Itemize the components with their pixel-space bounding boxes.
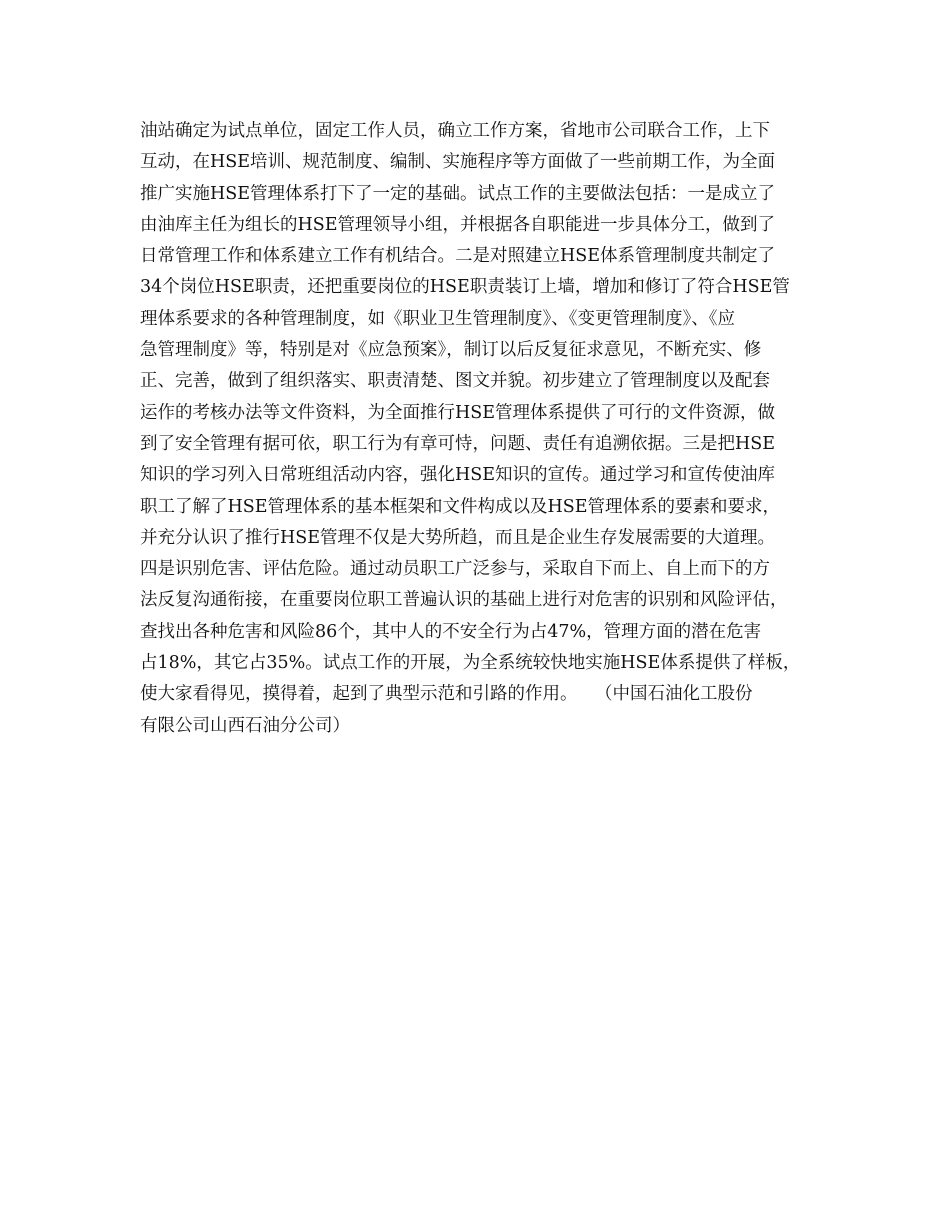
text-line-12: 知识的学习列入日常班组活动内容，强化HSE知识的宣传。通过学习和宣传使油库 xyxy=(140,465,776,486)
text-line-11: 到了安全管理有据可依，职工行为有章可恃，问题、责任有追溯依据。三是把HSE xyxy=(140,433,776,454)
text-line-6: 34个岗位HSE职责，还把重要岗位的HSE职责装订上墙，增加和修订了符合HSE管 xyxy=(140,277,790,298)
text-line-5: 日常管理工作和体系建立工作有机结合。二是对照建立HSE体系管理制度共制定了 xyxy=(140,246,776,267)
text-line-10: 运作的考核办法等文件资料，为全面推行HSE管理体系提供了可行的文件资源，做 xyxy=(140,402,776,423)
text-line-20: 有限公司山西石油分公司） xyxy=(140,715,350,736)
text-line-1: 油站确定为试点单位，固定工作人员，确立工作方案，省地市公司联合工作，上下 xyxy=(140,121,770,141)
text-line-4: 由油库主任为组长的HSE管理领导小组，并根据各自职能进一步具体分工，做到了 xyxy=(140,214,776,235)
text-line-16: 法反复沟通衔接，在重要岗位职工普遍认识的基础上进行对危害的识别和风险评估， xyxy=(140,590,788,611)
text-line-8: 急管理制度》等，特别是对《应急预案》，制订以后反复征求意见，不断充实、修 xyxy=(140,340,762,361)
text-line-18: 占18%，其它占35%。试点工作的开展，为全系统较快地实施HSE体系提供了样板， xyxy=(140,653,801,674)
text-line-14: 并充分认识了推行HSE管理不仅是大势所趋，而且是企业生存发展需要的大道理。 xyxy=(140,527,776,548)
text-line-3: 推广实施HSE管理体系打下了一定的基础。试点工作的主要做法包括：一是成立了 xyxy=(140,183,776,204)
text-line-13: 职工了解了HSE管理体系的基本框架和文件构成以及HSE管理体系的要素和要求， xyxy=(140,496,781,517)
text-line-15: 四是识别危害、评估危险。通过动员职工广泛参与，采取自下而上、自上而下的方 xyxy=(140,559,770,580)
text-line-19: 使大家看得见，摸得着，起到了典型示范和引路的作用。 （中国石油化工股份 xyxy=(140,684,753,705)
text-line-9: 正、完善，做到了组织落实、职责清楚、图文并貌。初步建立了管理制度以及配套 xyxy=(140,371,770,392)
text-line-7: 理体系要求的各种管理制度，如《职业卫生管理制度》、《变更管理制度》、《应 xyxy=(140,308,735,329)
body-text xyxy=(140,116,830,742)
text-line-2: 互动，在HSE培训、规范制度、编制、实施程序等方面做了一些前期工作，为全面 xyxy=(140,152,776,173)
text-line-17: 查找出各种危害和风险86个，其中人的不安全行为占47%，管理方面的潜在危害 xyxy=(140,621,762,642)
